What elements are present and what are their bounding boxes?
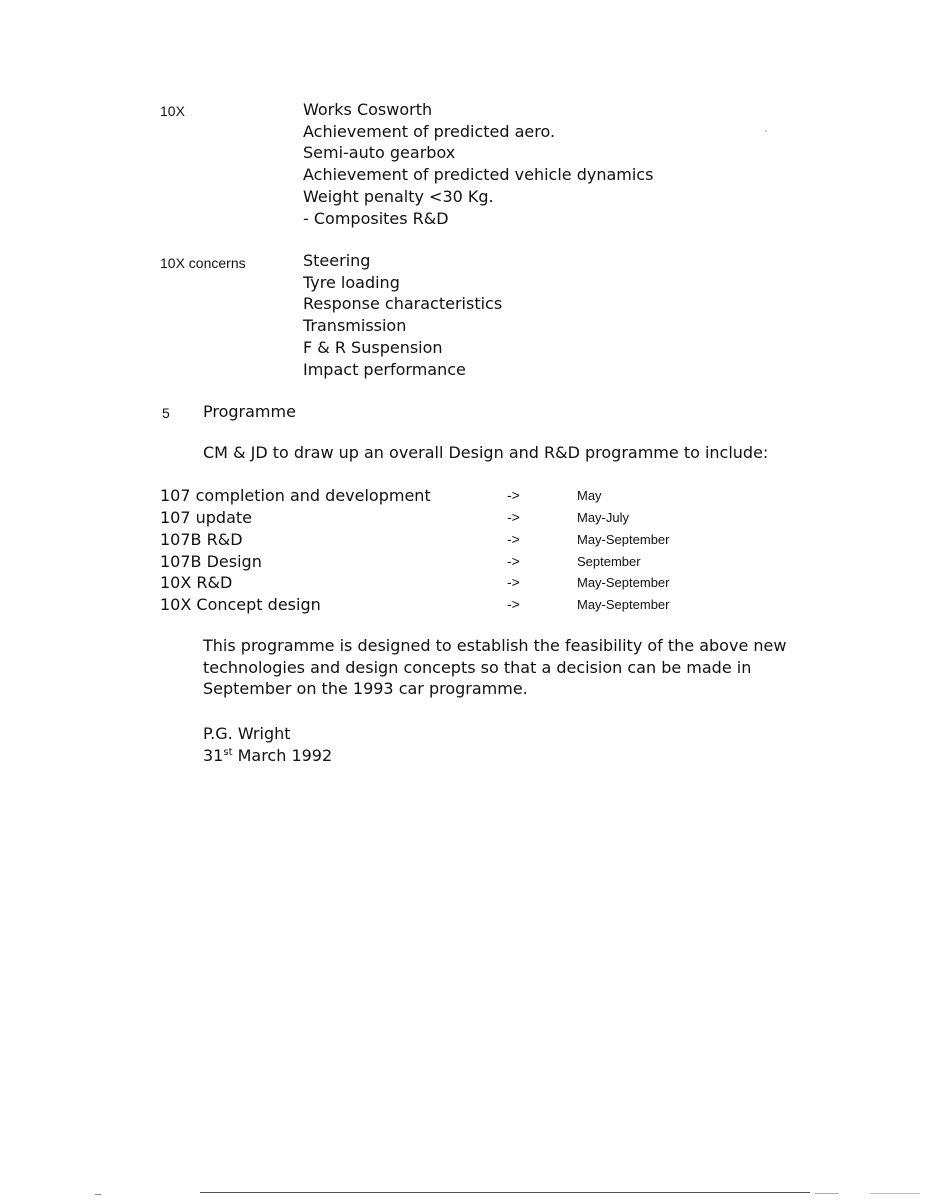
- arrow-icon: ->: [507, 596, 520, 612]
- schedule-item: 10X R&D: [160, 573, 233, 592]
- signature-name: P.G. Wright: [203, 724, 291, 743]
- date-day: 31: [203, 745, 224, 765]
- paragraph-line: This programme is designed to establish the feasibility of the above new: [203, 636, 787, 655]
- schedule-item: 107 completion and development: [160, 486, 431, 505]
- date-rest: March 1992: [232, 745, 333, 765]
- schedule-item: 107B R&D: [160, 530, 243, 549]
- signature-date: [203, 745, 332, 767]
- list-item: - Composites R&D: [303, 208, 449, 228]
- arrow-icon: ->: [507, 574, 520, 590]
- section-10x-concerns-list: [303, 250, 502, 380]
- schedule-item: 107B Design: [160, 552, 262, 571]
- schedule-date: May: [577, 488, 602, 503]
- section-10x-list: [303, 99, 653, 229]
- list-item: Works Cosworth: [303, 100, 433, 119]
- list-item: Tyre loading: [303, 272, 400, 292]
- scan-edge-line: [200, 1192, 810, 1193]
- date-suffix: st: [223, 746, 233, 758]
- schedule-row: [0, 572, 700, 594]
- paragraph-line: technologies and design concepts so that a decision can be made in: [203, 657, 752, 677]
- schedule-row: [0, 551, 700, 573]
- list-item: Impact performance: [303, 359, 466, 379]
- list-item: Transmission: [303, 316, 407, 336]
- schedule-date: May-September: [577, 575, 670, 590]
- scan-speck: [765, 130, 767, 132]
- section-10x-label: 10X: [160, 103, 185, 119]
- schedule-date: May-September: [577, 597, 670, 612]
- scan-speck: [95, 1194, 101, 1195]
- signature-block: [203, 723, 332, 766]
- section-number: 5: [162, 405, 170, 421]
- list-item: Achievement of predicted aero.: [303, 121, 556, 141]
- schedule-row: [0, 507, 700, 529]
- schedule-item: 10X Concept design: [160, 595, 321, 614]
- schedule-row: [0, 485, 700, 507]
- arrow-icon: ->: [507, 531, 520, 547]
- conclusion-paragraph: [203, 635, 786, 700]
- programme-intro: CM & JD to draw up an overall Design and R&D programme to include:: [203, 443, 769, 462]
- scan-speck: [870, 1193, 920, 1194]
- list-item: Response characteristics: [303, 294, 503, 314]
- list-item: Weight penalty <30 Kg.: [303, 186, 494, 206]
- schedule-date: September: [577, 554, 641, 569]
- list-item: F & R Suspension: [303, 337, 443, 357]
- section-title: Programme: [203, 402, 296, 421]
- section-10x-concerns-label: 10X concerns: [160, 255, 246, 271]
- list-item: Achievement of predicted vehicle dynamics: [303, 165, 654, 185]
- schedule-date: May-September: [577, 532, 670, 547]
- schedule-date: May-July: [577, 510, 630, 525]
- schedule-item: 107 update: [160, 508, 252, 527]
- schedule-row: [0, 529, 700, 551]
- schedule-row: [0, 594, 700, 616]
- arrow-icon: ->: [507, 509, 520, 525]
- scan-speck: [815, 1193, 839, 1194]
- list-item: Steering: [303, 251, 371, 270]
- paragraph-line: September on the 1993 car programme.: [203, 679, 528, 699]
- arrow-icon: ->: [507, 553, 520, 569]
- arrow-icon: ->: [507, 487, 520, 503]
- list-item: Semi-auto gearbox: [303, 143, 456, 163]
